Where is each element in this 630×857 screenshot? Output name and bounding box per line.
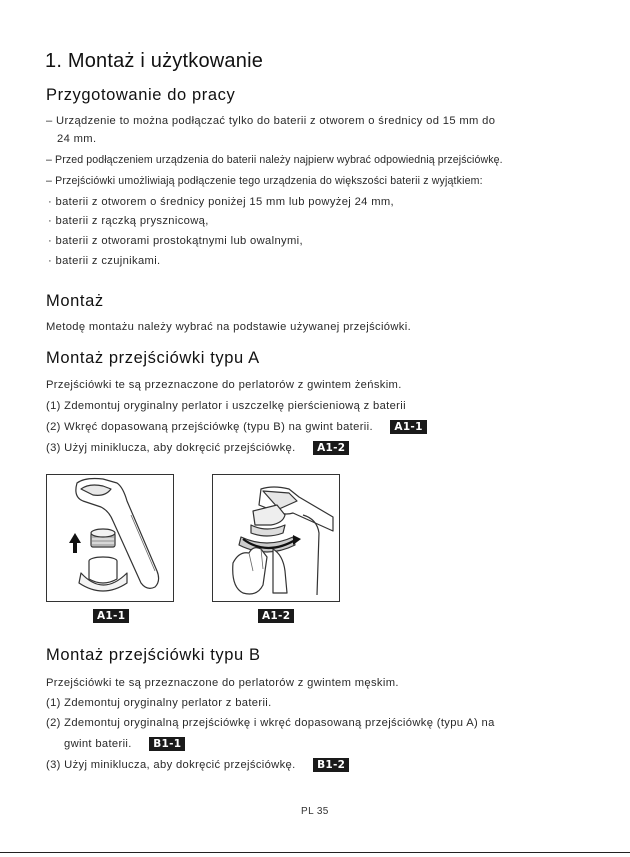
section-heading-montaz: Montaż: [46, 292, 104, 310]
type-b-intro: Przejściówki te są przeznaczone do perlatorów z gwintem męskim.: [46, 677, 399, 689]
section-heading-preparation: Przygotowanie do pracy: [46, 86, 236, 104]
prep-line-3: – Przejściówki umożliwiają podłączenie tego urządzenia do większości baterii z wyjątkiem:: [46, 175, 483, 187]
type-a-step-1: (1) Zdemontuj oryginalny perlator i uszczelkę pierścieniową z baterii: [46, 400, 406, 412]
page-number: PL 35: [301, 806, 329, 817]
prep-line-2: – Przed podłączeniem urządzenia do baterii należy najpierw wybrać odpowiednią przejściówkę.: [46, 154, 503, 166]
wrench-tightening-illustration: [213, 475, 339, 601]
step-badge: A1-1: [390, 420, 426, 434]
page-title: 1. Montaż i użytkowanie: [45, 50, 264, 72]
type-a-step-3: [46, 441, 349, 455]
figure-badge: A1-1: [93, 609, 129, 623]
step-badge: A1-2: [313, 441, 349, 455]
type-b-step-2b: [64, 737, 185, 751]
type-a-step-2: [46, 420, 427, 434]
type-a-intro: Przejściówki te są przeznaczone do perlatorów z gwintem żeńskim.: [46, 379, 402, 391]
type-a-step-2-text: (2) Wkręć dopasowaną przejściówkę (typu B) na gwint baterii.: [46, 421, 373, 433]
prep-line-1a: – Urządzenie to można podłączać tylko do baterii z otworem o średnicy od 15 mm do: [46, 115, 496, 127]
type-b-step-2a: (2) Zdemontuj oryginalną przejściówkę i wkręć dopasowaną przejściówkę (typu A) na: [46, 717, 495, 729]
faucet-adapter-illustration: [47, 475, 173, 601]
type-b-step-3: [46, 758, 349, 772]
figure-a1-2-label: [258, 606, 294, 624]
type-b-step-2b-text: gwint baterii.: [64, 738, 132, 750]
type-b-step-1: (1) Zdemontuj oryginalny perlator z baterii.: [46, 697, 272, 709]
type-b-step-3-text: (3) Użyj miniklucza, aby dokręcić przejściówkę.: [46, 759, 296, 771]
step-badge: B1-2: [313, 758, 349, 772]
figure-a1-1-label: [93, 606, 129, 624]
prep-bullet-4: · baterii z czujnikami.: [48, 255, 161, 267]
prep-bullet-1: · baterii z otworem o średnicy poniżej 15 mm lub powyżej 24 mm,: [48, 196, 394, 208]
footer-divider: [0, 852, 630, 853]
prep-bullet-2: · baterii z rączką prysznicową,: [48, 215, 209, 227]
prep-bullet-3: · baterii z otworami prostokątnymi lub owalnymi,: [48, 235, 303, 247]
section-heading-type-b: Montaż przejściówki typu B: [46, 646, 261, 664]
figure-a1-2: [212, 474, 340, 602]
step-badge: B1-1: [149, 737, 185, 751]
figure-badge: A1-2: [258, 609, 294, 623]
figure-a1-1: [46, 474, 174, 602]
montaz-text: Metodę montażu należy wybrać na podstawie używanej przejściówki.: [46, 321, 412, 333]
section-heading-type-a: Montaż przejściówki typu A: [46, 349, 260, 367]
type-a-step-3-text: (3) Użyj miniklucza, aby dokręcić przejściówkę.: [46, 442, 296, 454]
prep-line-1b: 24 mm.: [57, 133, 97, 145]
